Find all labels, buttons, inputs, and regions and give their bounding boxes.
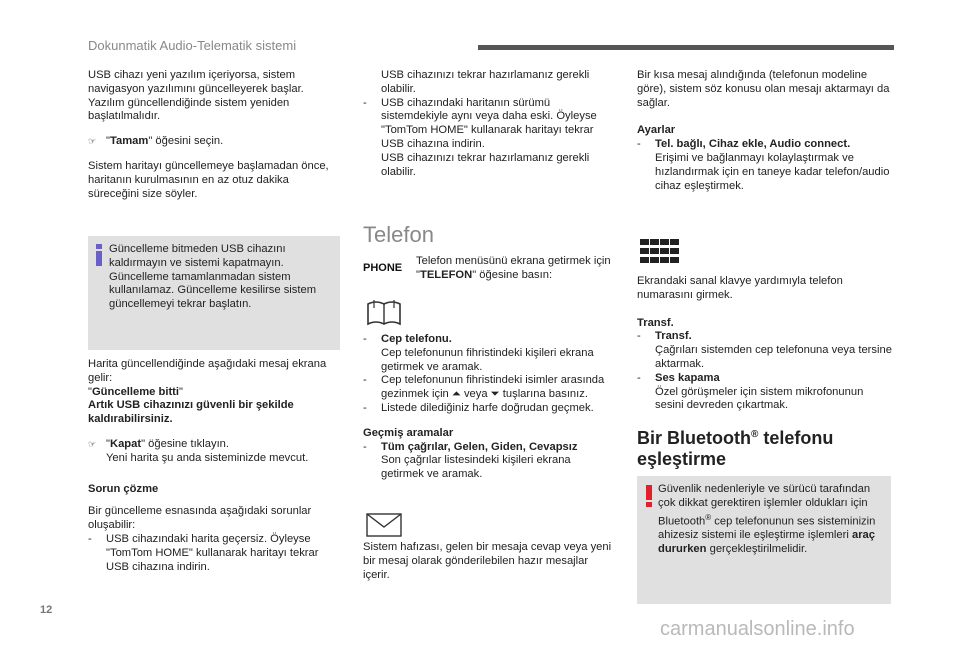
- preset-messages-text: Sistem hafızası, gelen bir mesaja cevap veya yeni bir mesaj olarak gönderilebilen hazır mesajlar içerir.: [363, 541, 612, 581]
- document-header-title: Dokunmatik Audio-Telematik sistemi: [88, 38, 297, 53]
- letter-jump-item: - Listede dilediğiniz harfe doğrudan geçmek.: [363, 401, 594, 414]
- troubleshooting-item-1: - USB cihazındaki harita geçersiz. Öyleyse "TomTom HOME" kullanarak haritayı tekrar USB cihazına indirin.: [88, 532, 319, 573]
- prepare-usb-continuation: USB cihazınızı tekrar hazırlamanız gerekli olabilir.: [381, 69, 590, 95]
- keypad-text: Ekrandaki sanal klavye yardımıyla telefon numarasını girmek.: [637, 275, 843, 301]
- column-3-keypad: [637, 275, 892, 413]
- info-icon: [96, 244, 102, 266]
- envelope-icon: [366, 513, 402, 542]
- update-intro-paragraph: USB cihazı yeni yazılım içeriyorsa, sistem navigasyon yazılımını güncelleyerek başlar. Yazılım güncellendiğinde sistem yeniden başlatılmalıdır.: [88, 69, 304, 123]
- column-2-contacts: [363, 333, 615, 482]
- close-keyword: Kapat: [109, 437, 142, 450]
- call-history-title: Geçmiş aramalar: [363, 426, 454, 439]
- bullet-select-ok: ☞ "Tamam" öğesini seçin.: [88, 135, 224, 148]
- watermark: carmanualsonline.info: [660, 618, 855, 640]
- column-1-lower: [88, 358, 340, 574]
- update-duration-paragraph: Sistem haritayı güncellemeye başlamadan önce, haritanın kurulmasının en az otuz dakika süreceğini size söyler.: [88, 159, 329, 200]
- sms-paragraph: Bir kısa mesaj alındığında (telefonun modeline göre), sistem söz konusu olan mesajı aktarmayı da sağlar.: [637, 69, 890, 109]
- ok-keyword: Tamam: [109, 135, 149, 148]
- bullet-arrow-icon: ☞: [88, 438, 97, 449]
- column-2: [363, 69, 615, 179]
- transfer-item: - Transf. Çağrıları sistemden cep telefonuna veya tersine aktarmak.: [637, 330, 892, 370]
- map-updated-paragraph: Harita güncellendiğinde aşağıdaki mesaj ekrana gelir: "Güncelleme bitti" Artık USB cihazınızı güvenli bir şekilde kaldırabilirsiniz.: [88, 358, 327, 426]
- warning-icon: [646, 485, 652, 507]
- triangle-down-icon: ⏷: [490, 388, 500, 401]
- column-1: [88, 69, 340, 212]
- page-number: 12: [40, 604, 53, 616]
- bullet-click-close: ☞ "Kapat" öğesine tıklayın. Yeni harita şu anda sisteminizde mevcut.: [88, 437, 309, 464]
- header-divider-bar: [478, 45, 894, 50]
- call-history-item: - Tüm çağrılar, Gelen, Giden, Cevapsız Son çağrılar listesindeki kişileri ekrana getirmek ve aramak.: [363, 440, 578, 481]
- keypad-icon: [640, 239, 680, 268]
- transfer-title: Transf.: [637, 316, 674, 329]
- phone-button-icon: PHONE: [363, 262, 403, 274]
- contacts-item: - Cep telefonu. Cep telefonunun fihristindeki kişileri ekrana getirmek ve aramak.: [363, 333, 594, 373]
- telefon-heading: Telefon: [363, 222, 434, 247]
- mute-item: - Ses kapama Özel görüşmeler için sistem mikrofonunun sesini devreden çıkartmak.: [637, 371, 864, 412]
- info-text: Güncelleme bitmeden USB cihazını kaldırmayın ve sistemi kapatmayın. Güncelleme tamamlanmadan sistem kullanılamaz. Güncelleme kesilirse sistem güncellemeyi tekrar başlatın.: [109, 243, 317, 311]
- phone-menu-text: Telefon menüsünü ekrana getirmek için "TELEFON" öğesine basın:: [416, 255, 611, 281]
- column-3: [637, 69, 892, 193]
- troubleshooting-title: Sorun çözme: [88, 482, 159, 495]
- bullet-arrow-icon: ☞: [88, 136, 97, 147]
- triangle-up-icon: ⏶: [451, 388, 461, 401]
- info-box: [88, 236, 340, 350]
- bluetooth-pairing-heading: Bir Bluetooth® telefonu eşleştirme: [637, 428, 834, 469]
- settings-item: - Tel. bağlı, Cihaz ekle, Audio connect. Erişimi ve bağlanmayı kolaylaştırmak ve hızlandırmak için en taneye kadar telefon/audio cihaz eşleştirmek.: [637, 138, 890, 192]
- warning-text: Güvenlik nedenleriyle ve sürücü tarafından çok dikkat gerektiren işlemler oldukları için Bluetooth® cep telefonunun ses sisteminizin ahizesiz sistemi ile eşleştirme işlemleri araç dururken gerçekleştirilmelidir.: [658, 483, 876, 555]
- settings-title: Ayarlar: [637, 124, 676, 137]
- contacts-book-icon: [366, 298, 402, 333]
- troubleshooting-item-2: - USB cihazındaki haritanın sürümü sistemdekiyle aynı veya daha eski. Öyleyse "TomTom HOME" kullanarak haritayı tekrar USB cihazına indirin. USB cihazınızı tekrar hazırlamanız gerekli olabilir.: [363, 96, 597, 178]
- troubleshooting-intro: Bir güncelleme esnasında aşağıdaki sorunlar oluşabilir:: [88, 505, 312, 532]
- navigate-item: - Cep telefonunun fihristindeki isimler arasında gezinmek için ⏶ veya ⏷ tuşlarına basınız.: [363, 374, 605, 401]
- warning-box: [637, 476, 891, 604]
